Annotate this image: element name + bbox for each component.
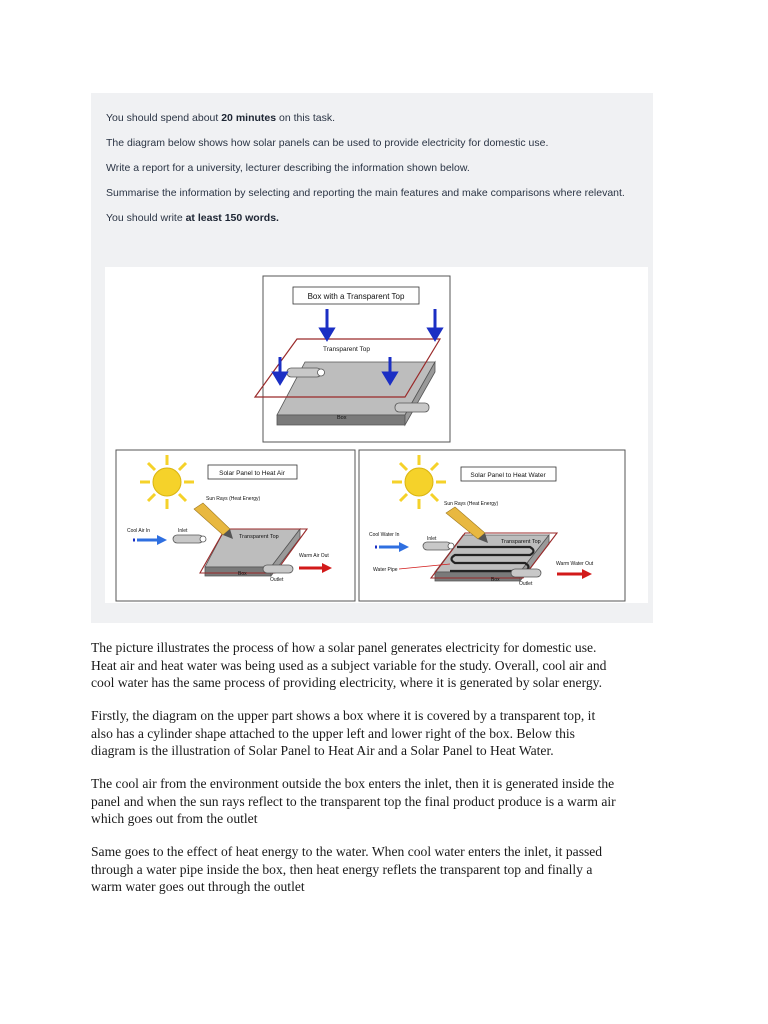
air-panel-title: Solar Panel to Heat Air xyxy=(219,470,285,477)
water-cool-in-label: Cool Water In xyxy=(369,532,400,538)
task-words-bold: at least 150 words. xyxy=(185,212,279,224)
task-text: You should write xyxy=(106,212,186,224)
task-text: You should spend about xyxy=(106,112,222,124)
inlet-cylinder xyxy=(287,368,321,377)
essay-line: Firstly, the diagram on the upper part shows a box where it is covered by a transparent top, it xyxy=(91,708,596,723)
task-line-report: Write a report for a university, lecturer describing the information shown below. xyxy=(106,162,470,174)
task-text: on this task. xyxy=(276,112,336,124)
water-inlet-label: Inlet xyxy=(427,536,437,542)
air-panel xyxy=(116,450,355,601)
essay-line: The picture illustrates the process of how a solar panel generates electricity for domestic use. xyxy=(91,640,597,655)
essay-line: warm water goes out through the outlet xyxy=(91,879,305,894)
task-line-words xyxy=(106,212,279,224)
task-line-time xyxy=(106,112,335,124)
water-inlet-cylinder xyxy=(423,542,451,550)
air-outlet-label: Outlet xyxy=(270,577,284,583)
transparent-top-label: Transparent Top xyxy=(323,346,370,353)
air-box-label: Box xyxy=(238,571,247,577)
task-time-bold: 20 minutes xyxy=(221,112,277,124)
essay-paragraph-2 xyxy=(91,707,681,760)
solar-panel-diagram xyxy=(105,267,648,603)
outlet-cylinder xyxy=(395,403,429,412)
essay-line: through a water pipe inside the box, then heat energy reflets the transparent top and finally a xyxy=(91,861,593,877)
water-outlet-label: Outlet xyxy=(519,581,533,587)
essay-line: Same goes to the effect of heat energy to the water. When cool water enters the inlet, it passed xyxy=(91,844,603,859)
water-warm-out-label: Warm Water Out xyxy=(556,561,594,567)
air-transparent-top-label: Transparent Top xyxy=(239,534,279,540)
air-inlet-cylinder xyxy=(173,535,203,543)
essay-line: The cool air from the environment outside the box enters the inlet, then it is generated inside the xyxy=(91,776,615,791)
top-panel-title: Box with a Transparent Top xyxy=(307,292,405,301)
air-outlet-cylinder xyxy=(263,565,293,573)
essay-line: also has a cylinder shape attached to the upper left and lower right of the box. Below this xyxy=(91,725,575,741)
water-box-front xyxy=(435,572,520,581)
diagram-svg xyxy=(105,267,648,603)
air-inlet-label: Inlet xyxy=(178,528,188,534)
water-panel xyxy=(359,450,625,601)
sun-icon xyxy=(140,455,194,509)
top-panel xyxy=(255,276,450,442)
essay-line: which goes out from the outlet xyxy=(91,811,258,826)
water-transparent-top-label: Transparent Top xyxy=(501,539,541,545)
essay-line: Heat air and heat water was being used as a subject variable for the study. Overall, cool air and xyxy=(91,657,607,673)
sun-icon xyxy=(392,455,446,509)
essay-line: cool water has the same process of providing electricity, where it is generated by solar energy. xyxy=(91,675,602,690)
essay-paragraph-3 xyxy=(91,775,681,828)
air-cool-in-label: Cool Air In xyxy=(127,528,151,534)
essay-line: panel and when the sun rays reflect to the transparent top the final product produce is a warm air xyxy=(91,793,616,809)
essay-paragraph-1 xyxy=(91,639,681,692)
air-warm-out-label: Warm Air Out xyxy=(299,553,329,559)
essay-paragraph-4 xyxy=(91,843,681,896)
task-instructions-box xyxy=(91,93,653,623)
water-panel-title: Solar Panel to Heat Water xyxy=(470,472,546,479)
air-sun-rays-label: Sun Rays (Heat Energy) xyxy=(206,496,261,502)
task-line-summarise: Summarise the information by selecting and reporting the main features and make comparisons where relevant. xyxy=(106,187,625,199)
top-box-label: Box xyxy=(337,415,347,421)
water-sun-rays-label: Sun Rays (Heat Energy) xyxy=(444,501,499,507)
task-line-diagram: The diagram below shows how solar panels can be used to provide electricity for domestic use. xyxy=(106,137,549,149)
inlet-opening xyxy=(318,369,325,376)
water-pipe-label: Water Pipe xyxy=(373,567,398,573)
essay-line: diagram is the illustration of Solar Panel to Heat Air and a Solar Panel to Heat Water. xyxy=(91,743,554,758)
water-outlet-cylinder xyxy=(511,569,541,577)
water-box-label: Box xyxy=(491,577,500,583)
